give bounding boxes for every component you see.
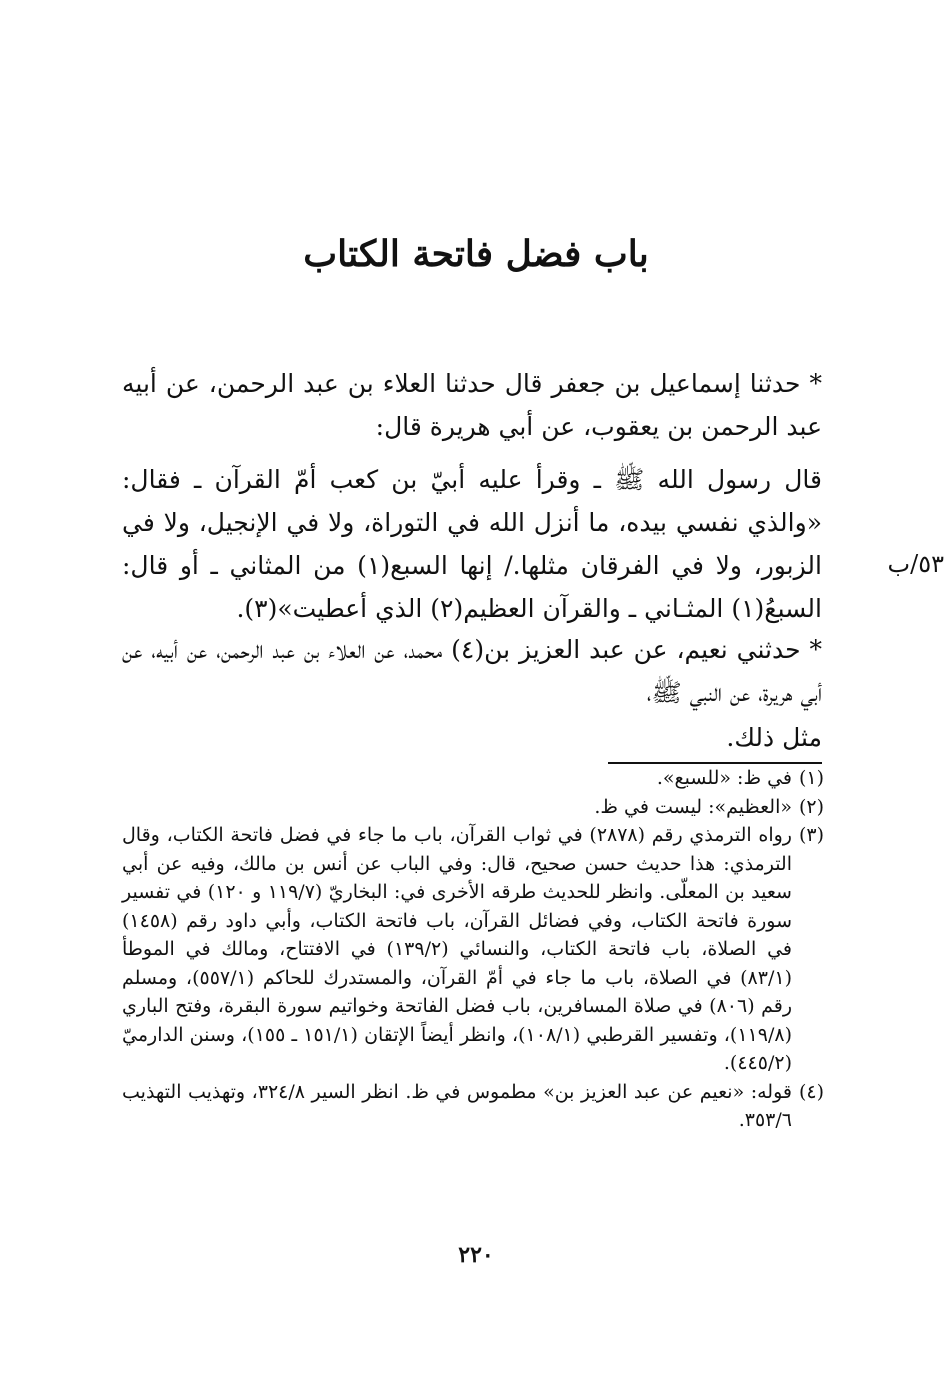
second-chain-paragraph [122, 628, 822, 714]
footnote [122, 764, 824, 793]
hadith-chain-paragraph [122, 362, 822, 448]
footnote-text: قوله: «نعيم عن عبد العزيز بن» مطموس في ظ. انظر السير ٣٢٤/٨، وتهذيب التهذيب ٣٥٣/٦. [122, 1080, 792, 1131]
footnote-number: (١) [798, 767, 824, 789]
footnote [122, 793, 824, 822]
paragraph-text: مثل ذلك. [726, 723, 822, 752]
paragraph-text: * حدثنا إسماعيل بن جعفر قال حدثنا العلاء بن عبد الرحمن، عن أبيه عبد الرحمن بن يعقوب، عن أبي هريرة قال: [122, 369, 822, 441]
footnote [122, 821, 824, 1078]
footnote-text: رواه الترمذي رقم (٢٨٧٨) في ثواب القرآن، باب ما جاء في فضل فاتحة الكتاب، وقال الترمذي: هذا حديث حسن صحيح، قال: وفي الباب عن أنس بن مالك، وفيه عن أبي سعيد بن المعلّى. وانظر للحديث طرقه الأخرى في: البخاريّ (١١٩/٧ و ١٢٠) في تفسير سورة فاتحة الكتاب، وفي فضائل القرآن، باب فاتحة الكتاب، وأبي داود رقم (١٤٥٨) في الصلاة، باب فاتحة الكتاب، والنسائي (١٣٩/٢) في الافتتاح، ومالك في الموطأ (٨٣/١) في الصلاة، باب ما جاء في أمّ القرآن، والمستدرك للحاكم (٥٥٧/١)، ومسلم رقم (٨٠٦) في صلاة المسافرين، باب فضل الفاتحة وخواتيم سورة البقرة، وفتح الباري (١١٩/٨)، وتفسير القرطبي (١٠٨/١)، وانظر أيضاً الإتقان (١٥١/١ ـ ١٥٥)، وسنن الدارميّ (٤٤٥/٢). [122, 824, 792, 1074]
footnote [122, 1078, 824, 1135]
footnotes-section [122, 764, 824, 1135]
chapter-title: باب فضل فاتحة الكتاب [303, 233, 649, 275]
footnote-text: «العظيم»: ليست في ظ. [594, 795, 792, 818]
footnote-number: (٢) [798, 795, 824, 818]
closing-line [122, 716, 822, 759]
hadith-text-paragraph [122, 458, 822, 630]
footnote-number: (٤) [798, 1080, 824, 1103]
footnote-text: في ظ: «للسبع». [656, 767, 792, 789]
paragraph-text: * حدثني نعيم، عن عبد العزيز بن(٤) محمد، عن العلاء بن عبد الرحمن، عن أبيه، عن أبي هريرة، عن النبي ﷺ، [122, 635, 822, 707]
manuscript-folio-marker: ٥٣/ب [887, 550, 944, 578]
footnote-number: (٣) [798, 824, 824, 846]
page-number: ٢٢٠ [458, 1242, 494, 1268]
paragraph-text: قال رسول الله ﷺ ـ وقرأ عليه أبيّ بن كعب أمّ القرآن ـ فقال: «والذي نفسي بيده، ما أنزل الله في التوراة، ولا في الإنجيل، ولا في الزبور، ولا في الفرقان مثلها./ إنها السبع(١) من المثاني ـ أو قال: السبعُ(١) المثـاني ـ والقرآن العظيم(٢) الذي أعطيت»(٣). [122, 465, 822, 623]
